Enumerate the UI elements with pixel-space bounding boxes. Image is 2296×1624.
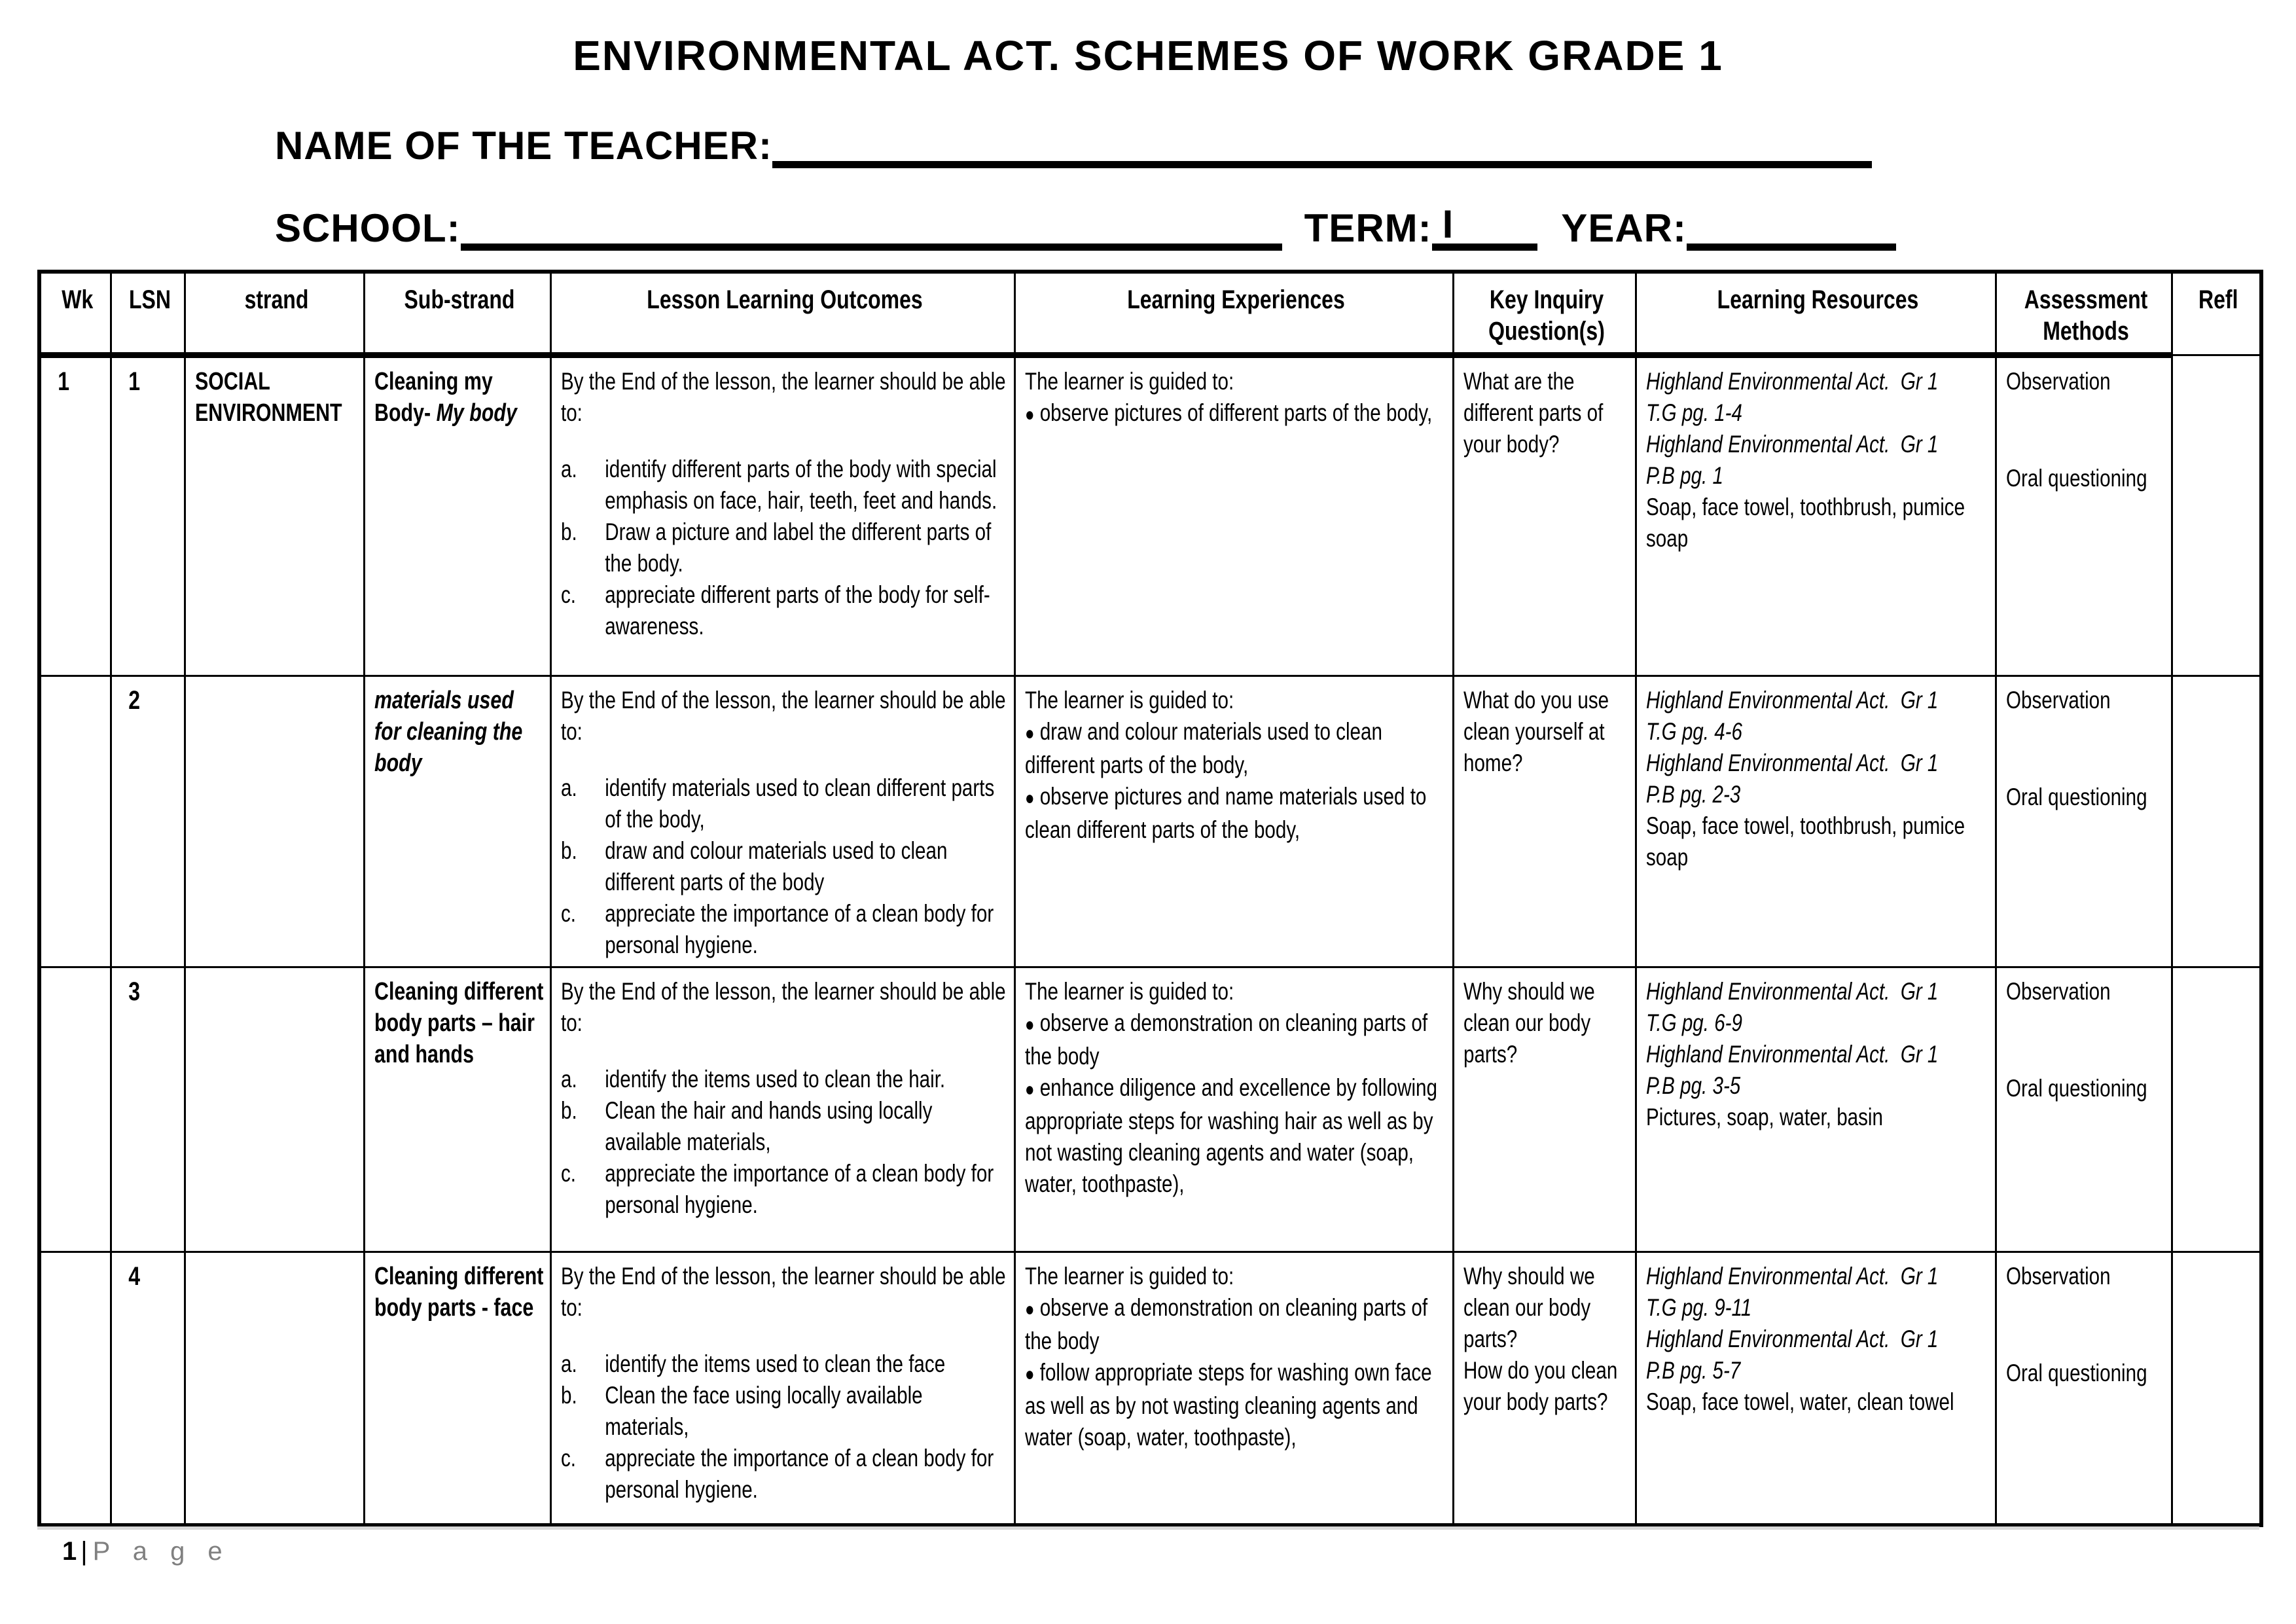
resource-materials: Soap, face towel, water, clean towel [1645,1388,1954,1415]
outcome-item: a. identify the items used to clean the face [560,1350,945,1377]
refl-cell [2172,1252,2261,1525]
assessment-method: Oral questioning [2005,784,2147,810]
outcome-item: b. Clean the face using locally available materials, [560,1382,923,1440]
experiences-cell [1014,676,1453,967]
assessment-cell [1996,967,2172,1252]
resource-book: Highland Environmental Act. Gr 1 [1645,368,1938,395]
key-inquiry-cell [1453,967,1636,1252]
table-row [39,676,2261,967]
experiences-intro: The learner is guided to: [1024,368,1234,395]
outcome-item: b. Draw a picture and label the different parts of the body. [560,518,991,577]
term-value: I [1432,202,1461,251]
assessment-method: Oral questioning [2005,1360,2147,1386]
assessment-method: Observation [2005,687,2111,713]
outcome-item: b. Clean the hair and hands using locally available materials, [560,1097,932,1155]
key-inquiry-cell [1453,676,1636,967]
table-row [39,967,2261,1252]
resources-cell [1636,967,1996,1252]
resources-cell [1636,1252,1996,1525]
table-row [39,1252,2261,1525]
resource-book: Highland Environmental Act. Gr 1 [1645,1326,1938,1352]
resource-book: Highland Environmental Act. Gr 1 [1645,431,1938,458]
resource-book: Highland Environmental Act. Gr 1 [1645,1041,1938,1068]
header-wk: Wk [39,272,111,355]
outcomes-intro: By the End of the lesson, the learner should be able to: [560,368,1006,426]
strand-cell: SOCIAL ENVIRONMENT [185,355,364,676]
footer-page-label [62,1537,230,1566]
outcome-item: c. appreciate the importance of a clean body for personal hygiene. [560,900,994,958]
outcome-item: a. identify different parts of the body with special emphasis on face, hair, teeth, feet and hands. [560,456,997,514]
sub-strand-cell: Cleaning different body parts - face [364,1252,550,1525]
resource-materials: Soap, face towel, toothbrush, pumice soap [1645,812,1965,871]
key-inquiry-question: What do you use clean yourself at home? [1463,687,1609,776]
refl-cell [2172,355,2261,676]
resources-cell [1636,676,1996,967]
year-blank [1687,202,1896,251]
experiences-intro: The learner is guided to: [1024,687,1234,713]
resource-materials: Soap, face towel, toothbrush, pumice soap [1645,494,1965,552]
outcomes-cell [550,676,1014,967]
key-inquiry-question: How do you clean your body parts? [1463,1357,1617,1415]
resource-materials: Pictures, soap, water, basin [1645,1104,1883,1130]
key-inquiry-cell [1453,355,1636,676]
outcome-item: a. identify materials used to clean different parts of the body, [560,774,994,833]
resource-book: Highland Environmental Act. Gr 1 [1645,749,1938,776]
bullet-icon: ● [1024,723,1034,744]
term-blank [1460,202,1537,251]
outcome-item: c. appreciate the importance of a clean body for personal hygiene. [560,1160,994,1218]
experiences-intro: The learner is guided to: [1024,978,1234,1005]
header-assessment-methods: Assessment Methods [1996,272,2172,355]
experience-item: ● observe a demonstration on cleaning parts of the body [1024,1009,1427,1070]
experiences-cell [1014,355,1453,676]
resource-book: T.G pg. 6-9 [1645,1009,1742,1036]
strand-cell [185,1252,364,1525]
header-lesson-learning-outcomes: Lesson Learning Outcomes [550,272,1014,355]
school-name-blank [461,202,1282,251]
outcomes-intro: By the End of the lesson, the learner should be able to: [560,1263,1006,1321]
assessment-method: Observation [2005,978,2111,1005]
school-term-year-line [275,202,1896,251]
assessment-cell [1996,1252,2172,1525]
experiences-cell [1014,1252,1453,1525]
table-header-row [39,272,2261,355]
outcomes-cell [550,355,1014,676]
lsn-cell: 1 [111,355,185,676]
header-strand: strand [185,272,364,355]
lsn-cell: 3 [111,967,185,1252]
resource-book: Highland Environmental Act. Gr 1 [1645,978,1938,1005]
refl-cell [2172,967,2261,1252]
key-inquiry-question: Why should we clean our body parts? [1463,1263,1595,1352]
assessment-cell [1996,676,2172,967]
key-inquiry-question: Why should we clean our body parts? [1463,978,1595,1068]
resource-book: Highland Environmental Act. Gr 1 [1645,687,1938,713]
resource-book: P.B pg. 1 [1645,462,1723,489]
assessment-method: Oral questioning [2005,465,2147,492]
footer-page-word: P a g e [92,1537,230,1566]
footer-divider [37,1526,2259,1530]
bullet-icon: ● [1024,1363,1034,1385]
assessment-method: Oral questioning [2005,1075,2147,1102]
term-label: TERM: [1304,206,1432,250]
bullet-icon: ● [1024,1014,1034,1036]
sub-strand-cell: Cleaning different body parts – hair and hands [364,967,550,1252]
outcome-item: c. appreciate different parts of the body for self-awareness. [560,581,990,640]
bullet-icon: ● [1024,1299,1034,1320]
sub-strand-cell: Cleaning my Body- My body [364,355,550,676]
key-inquiry-cell [1453,1252,1636,1525]
wk-cell [39,967,111,1252]
bullet-icon: ● [1024,1079,1034,1100]
header-sub-strand: Sub-strand [364,272,550,355]
header-key-inquiry-questions: Key Inquiry Question(s) [1453,272,1636,355]
outcomes-cell [550,1252,1014,1525]
schemes-table [37,270,2263,1527]
experience-item: ● follow appropriate steps for washing own face as well as by not wasting cleaning agents and water (soap, water, toothpaste), [1024,1359,1432,1451]
outcome-item: c. appreciate the importance of a clean body for personal hygiene. [560,1445,994,1503]
year-label: YEAR: [1561,206,1687,250]
outcomes-intro: By the End of the lesson, the learner should be able to: [560,978,1006,1036]
table-row [39,355,2261,676]
teacher-label: NAME OF THE TEACHER: [275,124,772,168]
resource-book: P.B pg. 3-5 [1645,1072,1740,1099]
resource-book: Highland Environmental Act. Gr 1 [1645,1263,1938,1290]
assessment-cell [1996,355,2172,676]
footer-separator: | [81,1537,88,1566]
sub-strand-cell: materials used for cleaning the body [364,676,550,967]
experience-item: ● draw and colour materials used to clean different parts of the body, [1024,718,1382,778]
header-learning-resources: Learning Resources [1636,272,1996,355]
outcomes-cell [550,967,1014,1252]
assessment-method: Observation [2005,368,2111,395]
experience-item: ● enhance diligence and excellence by following appropriate steps for washing hair as well as by not wasting cleaning agents and water (soap, water, toothpaste), [1024,1074,1437,1197]
refl-cell [2172,676,2261,967]
header-refl: Refl [2172,272,2261,355]
resource-book: T.G pg. 9-11 [1645,1294,1751,1321]
outcome-item: b. draw and colour materials used to clean different parts of the body [560,837,947,895]
strand-cell [185,676,364,967]
bullet-icon: ● [1024,787,1034,809]
header-lsn: LSN [111,272,185,355]
lsn-cell: 4 [111,1252,185,1525]
resources-cell [1636,355,1996,676]
page-title: ENVIRONMENTAL ACT. SCHEMES OF WORK GRADE 1 [573,32,1723,79]
bullet-icon: ● [1024,404,1034,425]
assessment-method: Observation [2005,1263,2111,1290]
experience-item: ● observe pictures of different parts of the body, [1024,399,1432,426]
strand-cell [185,967,364,1252]
outcomes-intro: By the End of the lesson, the learner should be able to: [560,687,1006,745]
wk-cell [39,676,111,967]
experiences-intro: The learner is guided to: [1024,1263,1234,1290]
wk-cell [39,1252,111,1525]
key-inquiry-question: What are the different parts of your body? [1463,368,1603,458]
teacher-name-line [275,119,1872,168]
wk-cell: 1 [39,355,111,676]
resource-book: T.G pg. 1-4 [1645,399,1742,426]
school-label: SCHOOL: [275,206,461,250]
teacher-name-blank [772,119,1872,168]
header-learning-experiences: Learning Experiences [1014,272,1453,355]
experience-item: ● observe pictures and name materials used to clean different parts of the body, [1024,783,1426,843]
lsn-cell: 2 [111,676,185,967]
resource-book: T.G pg. 4-6 [1645,718,1742,745]
experience-item: ● observe a demonstration on cleaning parts of the body [1024,1294,1427,1354]
resource-book: P.B pg. 2-3 [1645,781,1740,808]
outcome-item: a. identify the items used to clean the hair. [560,1066,945,1092]
footer-page-number: 1 [62,1537,77,1566]
resource-book: P.B pg. 5-7 [1645,1357,1740,1384]
experiences-cell [1014,967,1453,1252]
